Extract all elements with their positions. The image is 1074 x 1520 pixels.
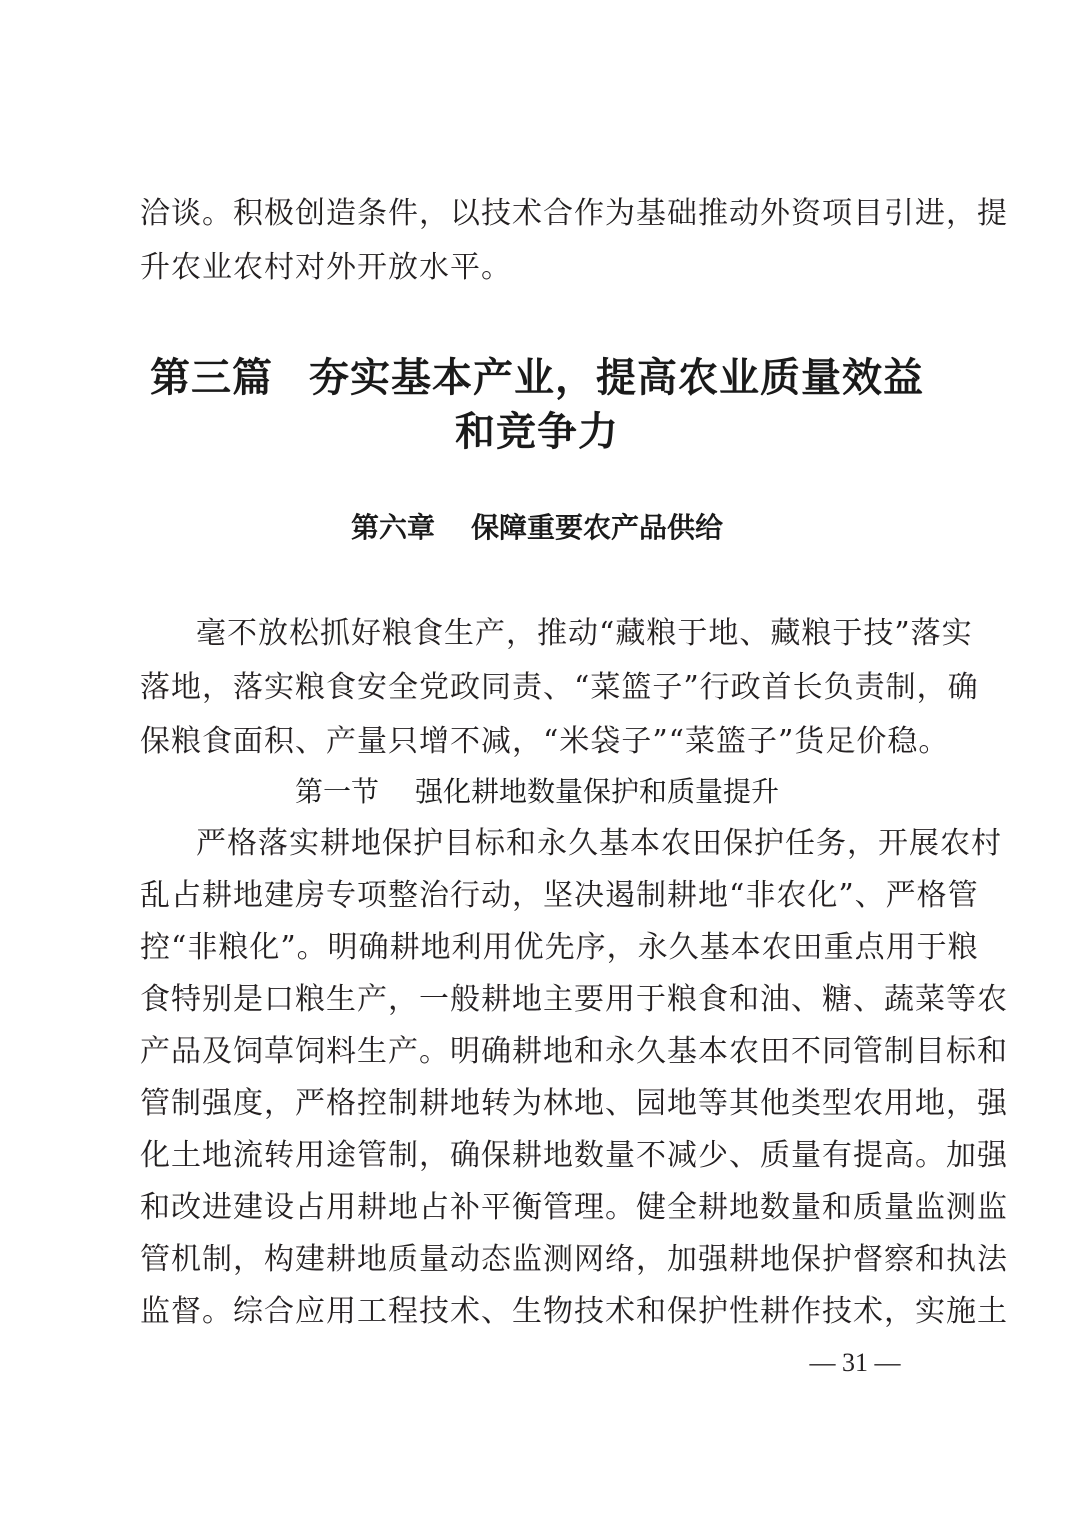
- section-body-line-2: 乱占耕地建房专项整治行动，坚决遏制耕地“非农化”、严格管: [140, 878, 979, 913]
- section-body-line-6: 管制强度，严格控制耕地转为林地、园地等其他类型农用地，强: [140, 1086, 1008, 1121]
- section-body-line-9: 管机制，构建耕地质量动态监测网络，加强耕地保护督察和执法: [140, 1242, 1008, 1277]
- section-body-line-4: 食特别是口粮生产，一般耕地主要用于粮食和油、糖、蔬菜等农: [140, 982, 1008, 1017]
- part-label: 第三篇: [150, 355, 273, 401]
- part-title-line-2: 和竞争力: [455, 409, 619, 455]
- chapter-label: 第六章: [350, 511, 435, 544]
- chapter-title: [0, 508, 1074, 548]
- section-body-line-3: 控“非粮化”。明确耕地利用优先序，永久基本农田重点用于粮: [140, 930, 979, 965]
- chapter-intro-line-2: 落地，落实粮食安全党政同责、“菜篮子”行政首长负责制，确: [140, 670, 979, 705]
- part-title-line-1: 夯实基本产业，提高农业质量效益: [309, 355, 924, 401]
- carry-over-line-1: 洽谈。积极创造条件，以技术合作为基础推动外资项目引进，提: [140, 196, 1008, 231]
- page-number: — 31 —: [809, 1348, 901, 1377]
- section-title: [0, 772, 1074, 812]
- section-body-line-10: 监督。综合应用工程技术、生物技术和保护性耕作技术，实施土: [140, 1294, 1008, 1329]
- carry-over-line-2: 升农业农村对外开放水平。: [140, 250, 512, 285]
- section-body-line-5: 产品及饲草饲料生产。明确耕地和永久基本农田不同管制目标和: [140, 1034, 1008, 1069]
- section-body-line-1: 严格落实耕地保护目标和永久基本农田保护任务，开展农村: [196, 826, 1002, 861]
- chapter-intro-line-3: 保粮食面积、产量只增不减，“米袋子”“菜篮子”货足价稳。: [140, 724, 950, 759]
- part-title: [0, 350, 1074, 406]
- section-label: 第一节: [294, 775, 379, 808]
- section-body-line-8: 和改进建设占用耕地占补平衡管理。健全耕地数量和质量监测监: [140, 1190, 1008, 1225]
- section-name: 强化耕地数量保护和质量提升: [415, 775, 780, 808]
- chapter-name: 保障重要农产品供给: [471, 511, 724, 544]
- section-body-line-7: 化土地流转用途管制，确保耕地数量不减少、质量有提高。加强: [140, 1138, 1008, 1173]
- chapter-intro-line-1: 毫不放松抓好粮食生产，推动“藏粮于地、藏粮于技”落实: [196, 616, 973, 651]
